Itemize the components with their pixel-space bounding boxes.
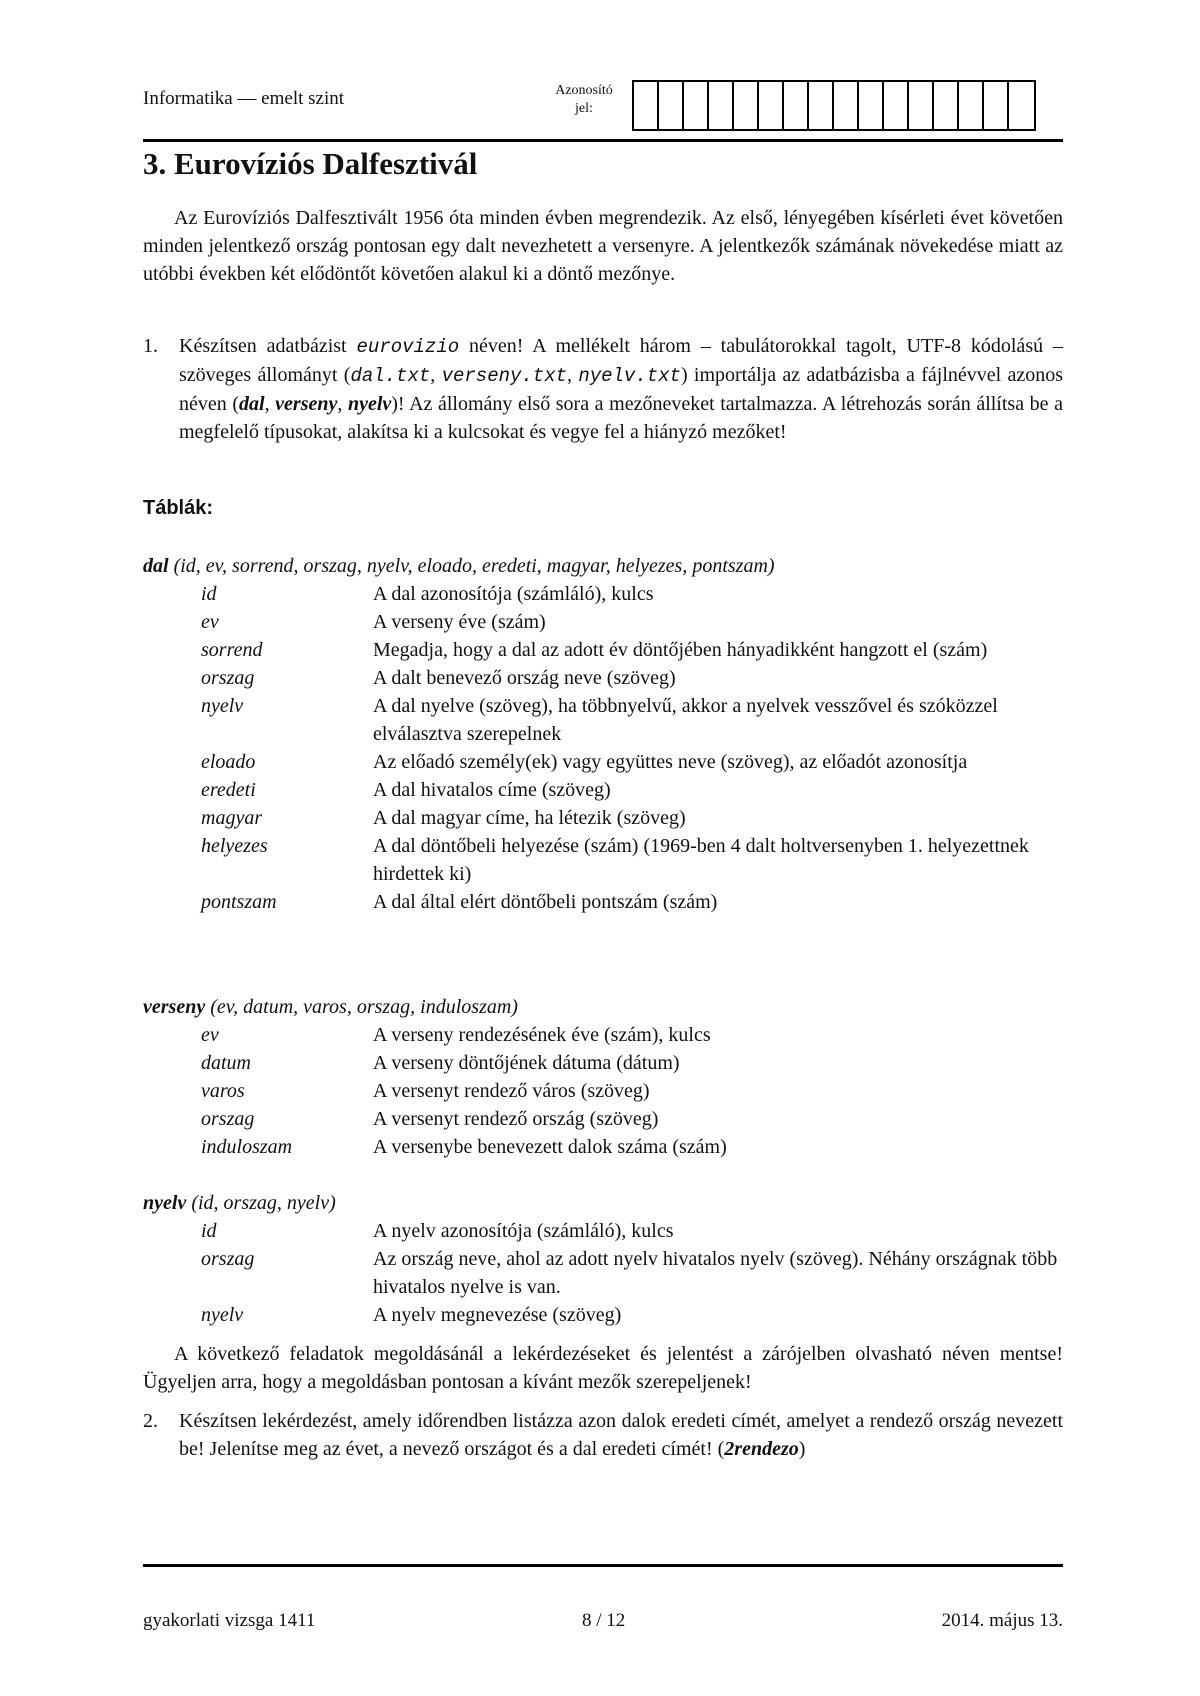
table-name-verseny: verseny <box>275 393 338 415</box>
id-label-line1: Azonosító <box>555 83 613 98</box>
id-box[interactable] <box>659 82 684 129</box>
id-box[interactable] <box>959 82 984 129</box>
field-name: nyelv <box>201 1304 244 1326</box>
tables-heading: Táblák: <box>143 497 214 519</box>
field-description: Megadja, hogy a dal az adott év döntőjében hányadikként hangzott el (szám) <box>373 639 988 661</box>
file-name-dal: dal.txt <box>350 365 431 387</box>
field-description: A dal azonosítója (számláló), kulcs <box>373 583 654 605</box>
id-box[interactable] <box>934 82 959 129</box>
field-name: ev <box>201 611 219 633</box>
task-1-text <box>179 332 1063 446</box>
field-row <box>143 804 1063 832</box>
id-box[interactable] <box>984 82 1009 129</box>
schema-nyelv <box>143 1189 1063 1217</box>
field-name: orszag <box>201 667 255 689</box>
task-1-text-c: ) importálja az adatbázisba a fájlnévvel azonos néven ( <box>179 364 1064 415</box>
field-name: pontszam <box>201 891 277 913</box>
field-name: orszag <box>201 1248 255 1270</box>
sep-1: , <box>430 364 442 386</box>
field-name: eloado <box>201 751 256 773</box>
field-row <box>143 692 1063 748</box>
schema-dal-name: dal <box>143 555 169 577</box>
field-description: A versenyt rendező város (szöveg) <box>373 1080 650 1102</box>
db-name: eurovizio <box>356 336 460 358</box>
field-row <box>143 1105 1063 1133</box>
field-description: A nyelv azonosítója (számláló), kulcs <box>373 1220 674 1242</box>
section-title: 3. Eurovíziós Dalfesztivál <box>143 146 478 181</box>
id-box[interactable] <box>1009 82 1034 129</box>
field-row <box>143 580 1063 608</box>
id-box[interactable] <box>634 82 659 129</box>
sep-4: , <box>337 393 348 415</box>
field-description: A dal magyar címe, ha létezik (szöveg) <box>373 807 686 829</box>
field-row <box>143 608 1063 636</box>
field-name: orszag <box>201 1108 255 1130</box>
field-row <box>143 748 1063 776</box>
field-row <box>143 1245 1063 1301</box>
id-boxes[interactable] <box>632 80 1036 131</box>
id-label-line2: jel: <box>575 101 593 116</box>
task-1 <box>143 332 1063 446</box>
field-row <box>143 776 1063 804</box>
field-description: A dal hivatalos címe (szöveg) <box>373 779 611 801</box>
id-box[interactable] <box>709 82 734 129</box>
field-row <box>143 832 1063 888</box>
id-box[interactable] <box>909 82 934 129</box>
field-row <box>143 888 1063 916</box>
fields-dal <box>143 580 1063 916</box>
footer-exam: gyakorlati vizsga 1411 <box>143 1610 316 1631</box>
field-description: Az előadó személy(ek) vagy együttes neve (szöveg), az előadót azonosítja <box>373 751 968 773</box>
field-name: magyar <box>201 807 263 829</box>
field-description: A dal által elért döntőbeli pontszám (szám) <box>373 891 718 913</box>
field-name: id <box>201 1220 217 1242</box>
intro-paragraph: Az Eurovíziós Dalfesztivált 1956 óta minden évben megrendezik. Az első, lényegében kísérleti évet követően minden jelentkező ország pontosan egy dalt nevezhetett a versenyre. A jelentkezők számának növekedése miatt az utóbbi években két elődöntőt követően alakul ki a döntő mezőnye. <box>143 207 1063 285</box>
header-subject: Informatika — emelt szint <box>143 88 345 109</box>
field-row <box>143 1217 1063 1245</box>
header-rule <box>143 139 1063 142</box>
field-name: varos <box>201 1080 245 1102</box>
id-label <box>538 82 630 118</box>
schema-nyelv-name: nyelv <box>143 1192 187 1214</box>
fields-nyelv <box>143 1217 1063 1329</box>
task-1-text-b: néven! A mellékelt három – tabulátorokkal tagolt, UTF-8 kódolású – szöveges állományt ( <box>179 335 1063 386</box>
query-name: 2rendezo <box>724 1438 799 1460</box>
task-2-text-a: Készítsen lekérdezést, amely időrendben listázza azon dalok eredeti címét, amelyet a rendező ország nevezett be! Jelenítse meg az évet, a nevező országot és a dal eredeti címét! ( <box>179 1410 1063 1460</box>
field-name: eredeti <box>201 779 256 801</box>
id-box[interactable] <box>809 82 834 129</box>
task-1-text-a: Készítsen adatbázist <box>179 335 357 357</box>
field-description: A nyelv megnevezése (szöveg) <box>373 1304 622 1326</box>
id-box[interactable] <box>859 82 884 129</box>
schema-dal-cols: (id, ev, sorrend, orszag, nyelv, eloado, eredeti, magyar, helyezes, pontszam) <box>168 555 775 577</box>
field-name: induloszam <box>201 1136 293 1158</box>
schema-verseny-name: verseny <box>143 996 206 1018</box>
task-2-number: 2. <box>143 1410 158 1432</box>
field-description: A verseny rendezésének éve (szám), kulcs <box>373 1024 711 1046</box>
footer-rule <box>143 1564 1063 1567</box>
field-row <box>143 664 1063 692</box>
field-name: id <box>201 583 217 605</box>
task-2-close: ) <box>798 1438 806 1460</box>
sep-3: , <box>264 393 276 415</box>
field-row <box>143 1077 1063 1105</box>
field-description: A dal nyelve (szöveg), ha többnyelvű, akkor a nyelvek vesszővel és szóközzel elválasztva szerepelnek <box>373 695 998 745</box>
field-row <box>143 1301 1063 1329</box>
field-name: ev <box>201 1024 219 1046</box>
id-box[interactable] <box>734 82 759 129</box>
schema-verseny <box>143 993 1063 1021</box>
field-name: nyelv <box>201 695 244 717</box>
task-2 <box>143 1407 1063 1463</box>
file-name-verseny: verseny.txt <box>441 365 568 387</box>
sep-2: , <box>567 364 579 386</box>
field-name: helyezes <box>201 835 268 857</box>
id-box[interactable] <box>784 82 809 129</box>
field-row <box>143 1049 1063 1077</box>
field-row <box>143 1021 1063 1049</box>
schema-verseny-cols: (ev, datum, varos, orszag, induloszam) <box>205 996 518 1018</box>
field-description: A verseny döntőjének dátuma (dátum) <box>373 1052 680 1074</box>
task-1-number: 1. <box>143 335 158 357</box>
table-name-dal: dal <box>239 393 265 415</box>
field-description: A versenyt rendező ország (szöveg) <box>373 1108 659 1130</box>
footer-date: 2014. május 13. <box>941 1610 1063 1631</box>
field-description: A versenybe benevezett dalok száma (szám) <box>373 1136 727 1158</box>
field-row <box>143 1133 1063 1161</box>
id-box[interactable] <box>884 82 909 129</box>
table-name-nyelv: nyelv <box>347 393 392 415</box>
field-description: Az ország neve, ahol az adott nyelv hivatalos nyelv (szöveg). Néhány országnak több hivatalos nyelve is van. <box>373 1248 1058 1298</box>
schema-nyelv-cols: (id, orszag, nyelv) <box>186 1192 336 1214</box>
footer-page-number: 8 / 12 <box>582 1610 626 1631</box>
fields-verseny <box>143 1021 1063 1161</box>
file-name-nyelv: nyelv.txt <box>578 365 681 387</box>
field-description: A verseny éve (szám) <box>373 611 546 633</box>
field-name: datum <box>201 1052 251 1074</box>
field-name: sorrend <box>201 639 263 661</box>
schema-dal <box>143 552 1063 580</box>
field-description: A dal döntőbeli helyezése (szám) (1969-ben 4 dalt holtversenyben 1. helyezettnek hirdettek ki) <box>373 835 1029 885</box>
instructions-paragraph: A következő feladatok megoldásánál a lekérdezéseket és jelentést a zárójelben olvasható néven mentse! Ügyeljen arra, hogy a megoldásban pontosan a kívánt mezők szerepeljenek! <box>143 1343 1063 1393</box>
task-2-text <box>179 1407 1063 1463</box>
task-1-text-d: )! Az állomány első sora a mezőneveket tartalmazza. A létrehozás során állítsa be a megfelelő típusokat, alakítsa ki a kulcsokat és vegye fel a hiányzó mezőket! <box>179 393 1064 443</box>
field-description: A dalt benevező ország neve (szöveg) <box>373 667 676 689</box>
id-box[interactable] <box>684 82 709 129</box>
id-box[interactable] <box>834 82 859 129</box>
id-box[interactable] <box>759 82 784 129</box>
field-row <box>143 636 1063 664</box>
